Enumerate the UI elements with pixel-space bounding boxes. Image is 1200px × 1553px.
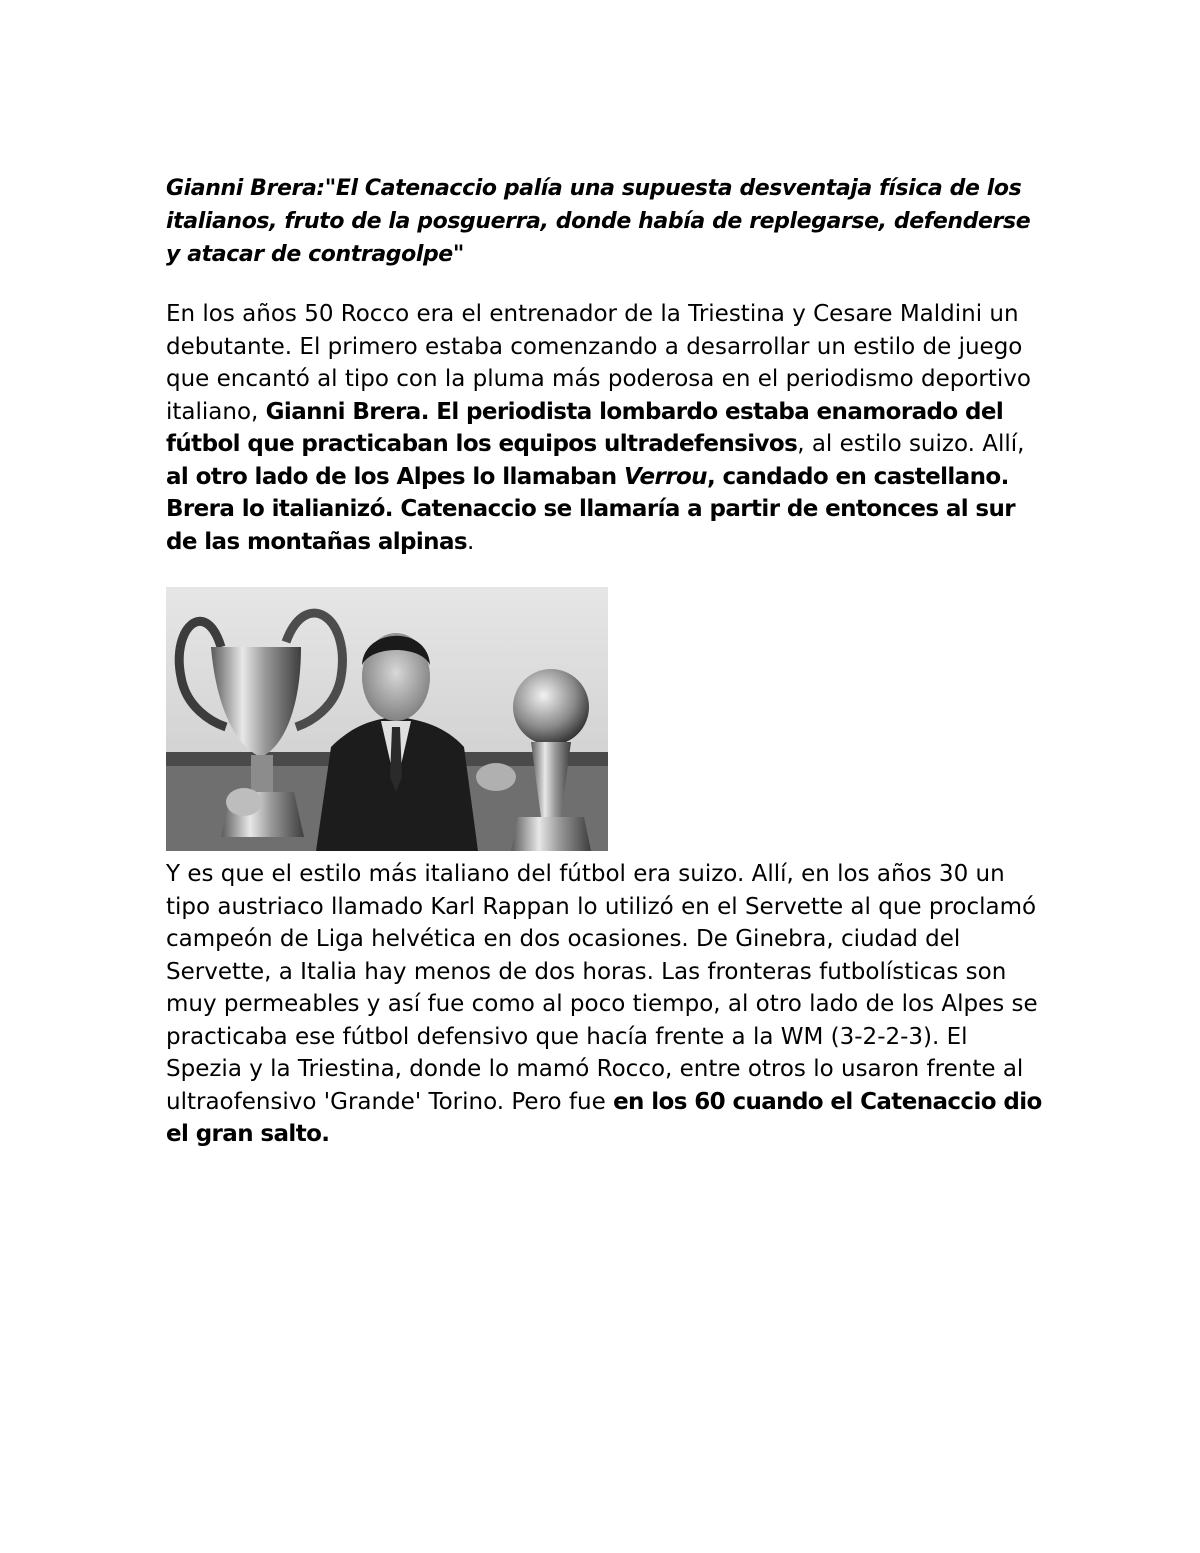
bold-text: Gianni Brera. El periodista lombardo estaba enamorado del fútbol que practicaban los equipos ultradefensivos [166,398,1004,457]
bold-text: en los 60 cuando el Catenaccio dio el gran salto. [166,1088,1042,1147]
paragraph-text: Y es que el estilo más italiano del fútbol era suizo. Allí, en los años 30 un tipo austriaco llamado Karl Rappan lo utilizó en el Servette al que proclamó campeón de Liga helvética en dos ocasiones. De Ginebra, ciudad del Servette, a Italia hay menos de dos horas. Las fronteras futbolísticas son muy permeables y así fue como al poco tiempo, al otro lado de los Alpes se practicaba ese fútbol defensivo que hacía frente a la WM (3-2-2-3). El Spezia y la Triestina, donde lo mamó Rocco, entre otros lo usaron frente al ultraofensivo 'Grande' Torino. Pero fue [166,861,1038,1115]
bold-text: al otro lado de los Alpes lo llamaban [166,463,624,490]
paragraph-text: En los años 50 Rocco era el entrenador de la Triestina y Cesare Maldini un debutante. El primero estaba comenzando a desarrollar un estilo de juego que encantó al tipo con la pluma más poderosa en el periodismo deportivo italiano, [166,301,1031,425]
paragraph-rocco-brera [166,298,1046,558]
photo-illustration [166,587,608,851]
bold-text: , candado en castellano. Brera lo italianizó. Catenaccio se llamaría a partir de entonces al sur de las montañas alpinas [166,463,1016,555]
paragraph-text: , al estilo suizo. Allí, [797,431,1025,457]
document-page [166,172,1046,1151]
paragraph-swiss-origin [166,858,1046,1151]
quote-heading: Gianni Brera:"El Catenaccio palía una supuesta desventaja física de los italianos, fruto de la posguerra, donde había de replegarse, defenderse y atacar de contragolpe" [166,176,1031,267]
photo-rocco-trophies [166,587,608,851]
bold-italic-text: Verrou [623,463,707,490]
paragraph-text: . [466,528,475,555]
